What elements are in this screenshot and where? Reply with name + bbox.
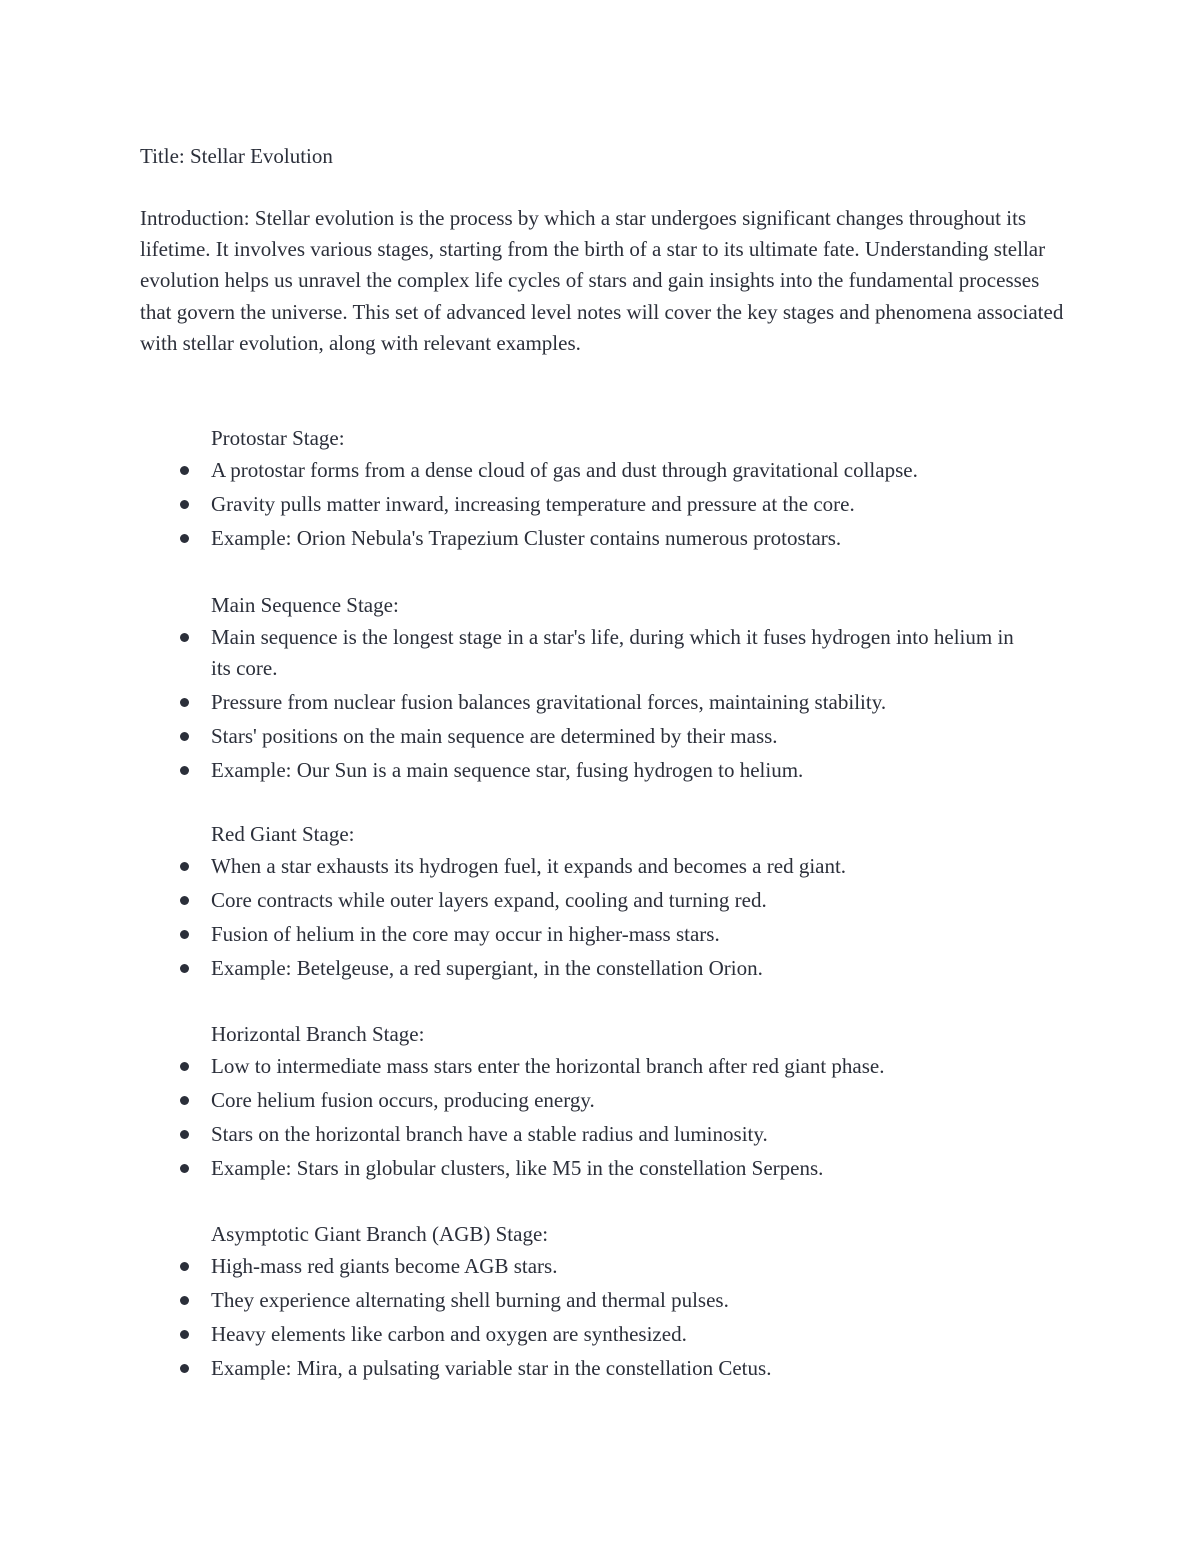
list-item-text: Gravity pulls matter inward, increasing temperature and pressure at the core.	[211, 492, 855, 516]
list-item	[140, 1319, 1031, 1350]
list-item-text: Heavy elements like carbon and oxygen are synthesized.	[211, 1322, 687, 1346]
bullet-dot-icon	[180, 930, 189, 939]
bullet-list	[140, 1251, 1070, 1384]
bullet-dot-icon	[180, 1262, 189, 1271]
bullet-dot-icon	[180, 633, 189, 642]
list-item-text: Example: Our Sun is a main sequence star, fusing hydrogen to helium.	[211, 757, 804, 782]
section-protostar	[140, 422, 1070, 557]
list-item-text: Fusion of helium in the core may occur in higher-mass stars.	[211, 922, 720, 946]
list-item	[140, 919, 1031, 950]
list-item-text: A protostar forms from a dense cloud of gas and dust through gravitational collapse.	[211, 458, 918, 482]
bullet-dot-icon	[180, 732, 189, 741]
list-item-text: Stars' positions on the main sequence are determined by their mass.	[211, 723, 778, 748]
bullet-dot-icon	[180, 698, 189, 707]
section-agb	[140, 1218, 1070, 1387]
list-item-text: Stars on the horizontal branch have a stable radius and luminosity.	[211, 1122, 768, 1146]
bullet-dot-icon	[180, 1130, 189, 1139]
list-item-text: When a star exhausts its hydrogen fuel, it expands and becomes a red giant.	[211, 854, 847, 878]
bullet-list	[140, 622, 1070, 785]
list-item	[140, 455, 1031, 486]
list-item	[140, 687, 1031, 718]
list-item-text: Main sequence is the longest stage in a star's life, during which it fuses hydrogen into helium in its core.	[211, 625, 1014, 680]
list-item	[140, 885, 1031, 916]
bullet-dot-icon	[180, 1062, 189, 1071]
list-item	[140, 1051, 1031, 1082]
bullet-dot-icon	[180, 1096, 189, 1105]
bullet-dot-icon	[180, 1164, 189, 1173]
list-item-text: Core helium fusion occurs, producing energy.	[211, 1088, 595, 1112]
list-item	[140, 1085, 1031, 1116]
document-title: Title: Stellar Evolution	[140, 144, 333, 168]
list-item	[140, 851, 1031, 882]
list-item-text: Example: Orion Nebula's Trapezium Cluster contains numerous protostars.	[211, 526, 842, 550]
list-item	[140, 1285, 1031, 1316]
section-heading: Red Giant Stage:	[211, 822, 355, 846]
section-horizontal-branch	[140, 1018, 1070, 1187]
section-red-giant	[140, 818, 1070, 987]
section-main-sequence	[140, 589, 1070, 789]
bullet-dot-icon	[180, 862, 189, 871]
bullet-dot-icon	[180, 766, 189, 775]
bullet-dot-icon	[180, 500, 189, 509]
list-item-text: Example: Betelgeuse, a red supergiant, in the constellation Orion.	[211, 956, 763, 980]
section-heading: Protostar Stage:	[211, 426, 345, 450]
list-item-text: Core contracts while outer layers expand, cooling and turning red.	[211, 888, 767, 912]
bullet-list	[140, 851, 1070, 984]
list-item	[140, 755, 1031, 786]
bullet-dot-icon	[180, 1330, 189, 1339]
list-item	[140, 721, 1031, 752]
section-heading: Main Sequence Stage:	[211, 593, 399, 617]
list-item-text: Low to intermediate mass stars enter the horizontal branch after red giant phase.	[211, 1054, 885, 1078]
list-item-text: Example: Stars in globular clusters, like M5 in the constellation Serpens.	[211, 1156, 824, 1180]
list-item	[140, 953, 1031, 984]
list-item-text: They experience alternating shell burning and thermal pulses.	[211, 1288, 729, 1312]
bullet-list	[140, 1051, 1070, 1184]
introduction-paragraph: Introduction: Stellar evolution is the process by which a star undergoes significant changes throughout its lifetime. It involves various stages, starting from the birth of a star to its ultimate fate. Understanding stellar evolution helps us unravel the complex life cycles of stars and gain insights into the fundamental processes that govern the universe. This set of advanced level notes will cover the key stages and phenomena associated with stellar evolution, along with relevant examples.	[140, 206, 1064, 355]
list-item-text: Example: Mira, a pulsating variable star in the constellation Cetus.	[211, 1356, 772, 1380]
list-item-text: High-mass red giants become AGB stars.	[211, 1254, 558, 1278]
list-item	[140, 622, 1031, 683]
list-item	[140, 523, 1031, 554]
bullet-dot-icon	[180, 1364, 189, 1373]
bullet-dot-icon	[180, 964, 189, 973]
section-heading: Asymptotic Giant Branch (AGB) Stage:	[211, 1222, 549, 1246]
list-item	[140, 1119, 1031, 1150]
list-item-text: Pressure from nuclear fusion balances gravitational forces, maintaining stability.	[211, 689, 887, 714]
bullet-dot-icon	[180, 466, 189, 475]
section-heading: Horizontal Branch Stage:	[211, 1022, 425, 1046]
list-item	[140, 1153, 1031, 1184]
bullet-dot-icon	[180, 896, 189, 905]
list-item	[140, 1251, 1031, 1282]
list-item	[140, 489, 1031, 520]
bullet-list	[140, 455, 1070, 554]
bullet-dot-icon	[180, 534, 189, 543]
list-item	[140, 1353, 1031, 1384]
bullet-dot-icon	[180, 1296, 189, 1305]
